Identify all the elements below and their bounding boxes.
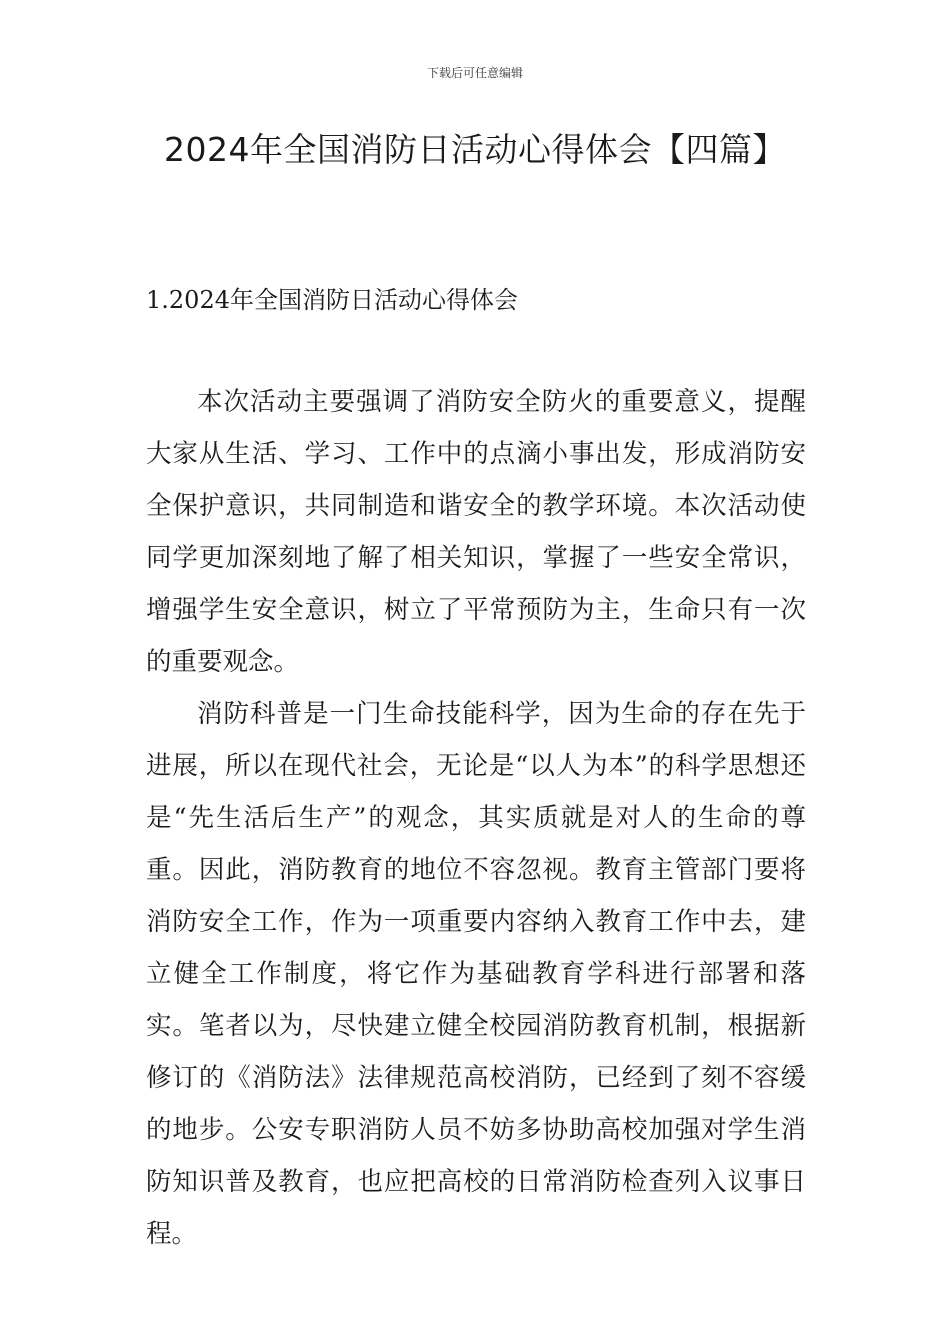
document-body <box>146 376 806 1260</box>
section-heading: 1.2024年全国消防日活动心得体会 <box>146 286 518 314</box>
header-note: 下载后可任意编辑 <box>426 66 523 80</box>
body-paragraph: 消防科普是一门生命技能科学，因为生命的存在先于进展，所以在现代社会，无论是“以人为本”的科学思想还是“先生活后生产”的观念，其实质就是对人的生命的尊重。因此，消防教育的地位不容忽视。教育主管部门要将消防安全工作，作为一项重要内容纳入教育工作中去，建立健全工作制度，将它作为基础教育学科进行部署和落实。笔者以为，尽快建立健全校园消防教育机制，根据新修订的《消防法》法律规范高校消防，已经到了刻不容缓的地步。公安专职消防人员不妨多协助高校加强对学生消防知识普及教育，也应把高校的日常消防检查列入议事日程。 <box>146 699 806 1249</box>
body-paragraph: 本次活动主要强调了消防安全防火的重要意义，提醒大家从生活、学习、工作中的点滴小事出发，形成消防安全保护意识，共同制造和谐安全的教学环境。本次活动使同学更加深刻地了解了相关知识，掌握了一些安全常识，增强学生安全意识，树立了平常预防为主，生命只有一次的重要观念。 <box>146 387 806 677</box>
document-title: 2024年全国消防日活动心得体会【四篇】 <box>164 130 786 169</box>
